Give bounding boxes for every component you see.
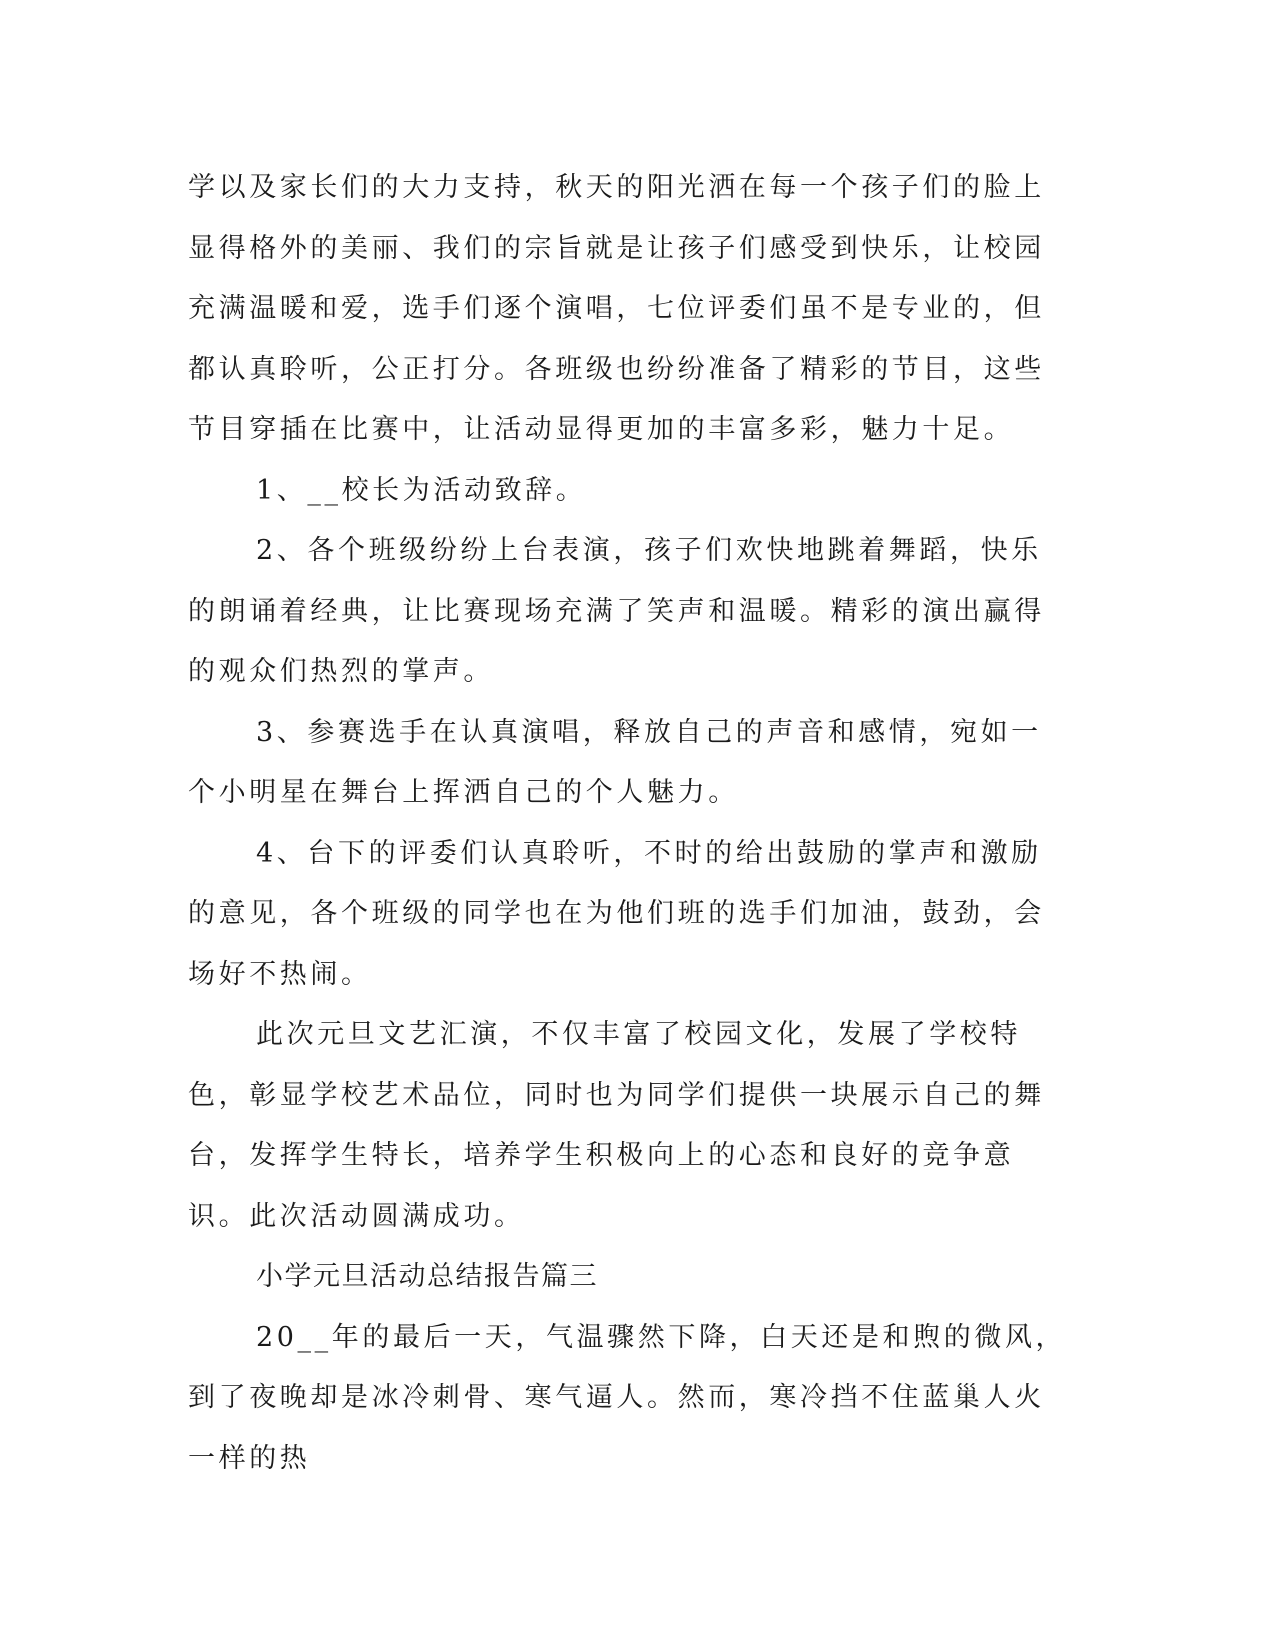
list-item-3: 3、参赛选手在认真演唱，释放自己的声音和感情，宛如一个小明星在舞台上挥洒自己的个人魅力。 (188, 716, 1042, 808)
list-item-1: 1、__校长为活动致辞。 (256, 474, 587, 506)
paragraph-section-three-intro: 20__年的最后一天，气温骤然下降，白天还是和煦的微风，到了夜晚却是冰冷刺骨、寒气逼人。然而，寒冷挡不住蓝巢人火一样的热 (188, 1321, 1067, 1474)
section-heading: 小学元旦活动总结报告篇三 (256, 1261, 598, 1292)
document-body (188, 158, 1068, 1489)
paragraph-continuation: 学以及家长们的大力支持，秋天的阳光洒在每一个孩子们的脸上显得格外的美丽、我们的宗旨就是让孩子们感受到快乐，让校园充满温暖和爱，选手们逐个演唱，七位评委们虽不是专业的，但都认真聆听，公正打分。各班级也纷纷准备了精彩的节目，这些节目穿插在比赛中，让活动显得更加的丰富多彩，魅力十足。 (188, 172, 1045, 445)
list-item-2: 2、各个班级纷纷上台表演，孩子们欢快地跳着舞蹈，快乐的朗诵着经典，让比赛现场充满了笑声和温暖。精彩的演出赢得的观众们热烈的掌声。 (188, 535, 1045, 687)
list-item-4: 4、台下的评委们认真聆听，不时的给出鼓励的掌声和激励的意见，各个班级的同学也在为他们班的选手们加油，鼓劲，会场好不热闹。 (188, 837, 1045, 990)
paragraph-conclusion: 此次元旦文艺汇演，不仅丰富了校园文化，发展了学校特色，彰显学校艺术品位，同时也为同学们提供一块展示自己的舞台，发挥学生特长，培养学生积极向上的心态和良好的竞争意识。此次活动圆满成功。 (188, 1019, 1045, 1232)
